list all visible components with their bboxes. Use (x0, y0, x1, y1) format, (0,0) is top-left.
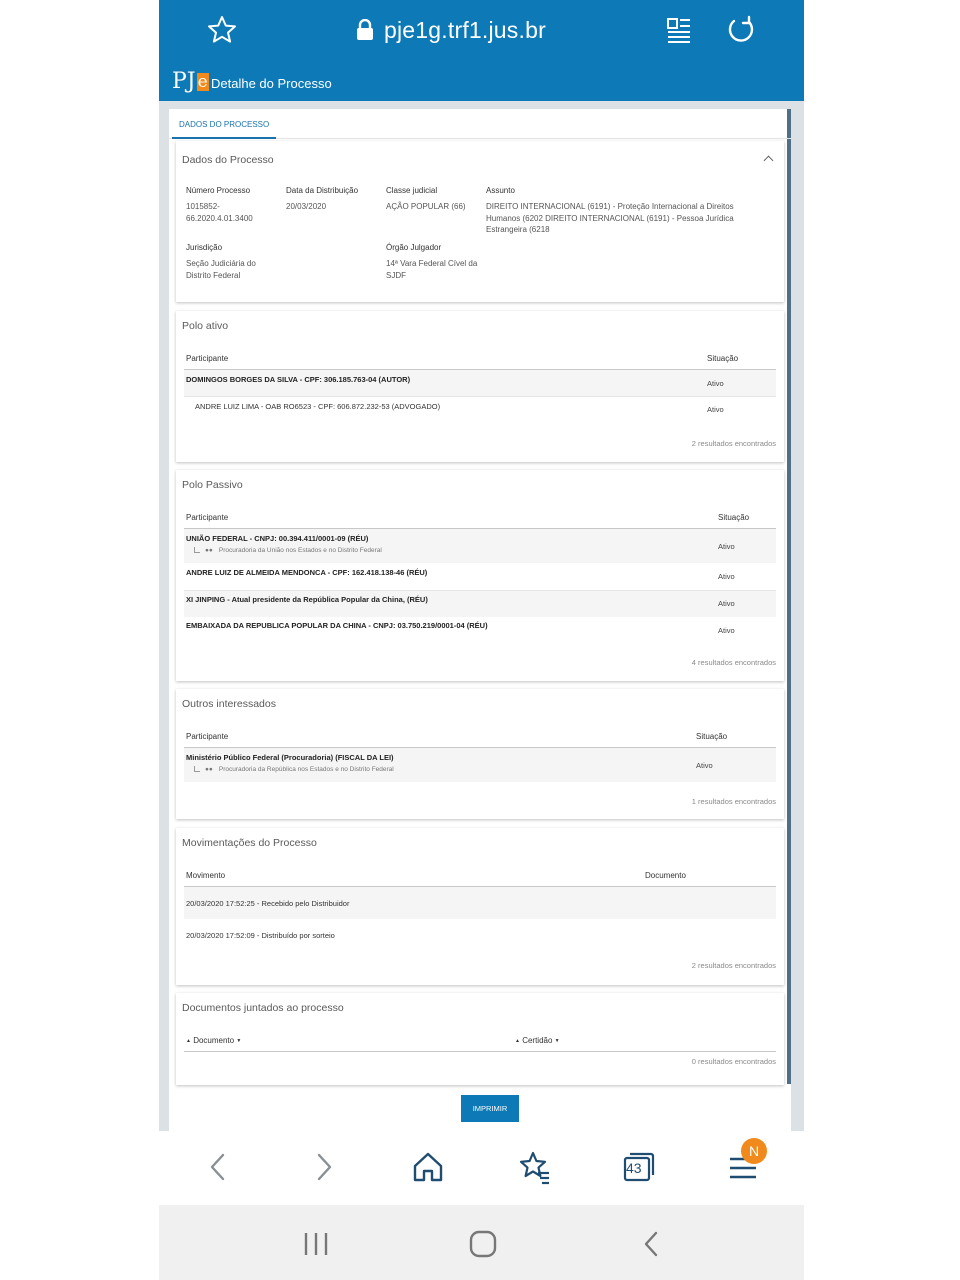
table-row[interactable] (184, 563, 776, 590)
back-icon[interactable] (201, 1149, 237, 1185)
sort-up-icon: ▲ (515, 1038, 520, 1044)
jurisdicao-label: Jurisdição (186, 243, 223, 252)
sub-entity (194, 766, 394, 773)
orgao-value: 14ª Vara Federal Cível da SJDF (386, 259, 478, 280)
polo-passivo-card (176, 470, 784, 681)
people-icon: ●● (205, 547, 213, 554)
col-situacao: Situação (707, 354, 739, 363)
movimento-cell: 20/03/2020 17:52:25 - Recebido pelo Distribuidor (186, 899, 350, 908)
polo-ativo-card (176, 311, 784, 462)
polo-passivo-table (184, 510, 776, 680)
documentos-card (176, 993, 784, 1085)
numero-value: 1015852-66.2020.4.01.3400 (186, 202, 253, 223)
participante-cell: ANDRE LUIZ LIMA - OAB RO6523 - CPF: 606.872.232-53 (ADVOGADO) (195, 402, 441, 411)
results-count: 1 resultados encontrados (691, 797, 776, 806)
tree-connector-icon (194, 766, 200, 772)
system-back-icon[interactable] (639, 1230, 663, 1258)
tab-panel (169, 109, 791, 1131)
situacao-cell: Ativo (707, 379, 724, 388)
sub-entity (194, 547, 382, 554)
situacao-cell: Ativo (718, 572, 735, 581)
movimentacoes-table (184, 868, 776, 983)
outros-interessados-card (176, 689, 784, 819)
table-row[interactable] (184, 887, 776, 919)
url-text: pje1g.trf1.jus.br (384, 16, 546, 43)
participante-cell: UNIÃO FEDERAL - CNPJ: 00.394.411/0001-09 (RÉU) (186, 534, 369, 543)
print-button[interactable]: IMPRIMIR (461, 1095, 519, 1122)
android-system-nav (159, 1205, 804, 1280)
scrollbar[interactable] (787, 109, 791, 1084)
browser-address-bar (159, 0, 804, 60)
results-count: 0 resultados encontrados (691, 1057, 776, 1066)
card-title: Outros interessados (182, 698, 276, 710)
tabs-count: 43 (626, 1160, 642, 1176)
sort-down-icon: ▼ (236, 1038, 242, 1044)
col-participante: Participante (186, 354, 229, 363)
numero-label: Número Processo (186, 186, 251, 195)
dados-processo-card (176, 141, 784, 302)
page-title: Detalhe do Processo (211, 76, 332, 91)
table-row[interactable] (184, 617, 776, 644)
header-divider (184, 1051, 776, 1052)
url-field[interactable] (356, 14, 546, 46)
card-title: Polo Passivo (182, 479, 243, 491)
table-row[interactable] (184, 397, 776, 423)
table-row[interactable] (184, 529, 776, 563)
movimento-cell: 20/03/2020 17:52:09 - Distribuído por sorteio (186, 931, 335, 940)
col-situacao: Situação (696, 732, 728, 741)
home-button-icon[interactable] (468, 1229, 498, 1259)
orgao-label: Órgão Julgador (386, 243, 442, 252)
col-situacao: Situação (718, 513, 750, 522)
card-title: Dados do Processo (182, 154, 274, 166)
col-movimento: Movimento (186, 871, 226, 880)
table-row[interactable] (184, 919, 776, 951)
movimentacoes-card (176, 828, 784, 985)
people-icon: ●● (205, 766, 213, 773)
situacao-cell: Ativo (718, 542, 735, 551)
pje-header (159, 60, 804, 101)
sort-down-icon: ▼ (554, 1038, 560, 1044)
bookmarks-icon[interactable] (516, 1149, 552, 1185)
participante-cell: EMBAIXADA DA REPUBLICA POPULAR DA CHINA - CNPJ: 03.750.219/0001-04 (RÉU) (186, 621, 488, 630)
reload-icon[interactable] (725, 14, 757, 46)
col-participante: Participante (186, 513, 229, 522)
phone-screen (159, 0, 804, 1280)
notification-badge: N (741, 1138, 767, 1164)
col-certidao-label: Certidão (522, 1036, 553, 1045)
polo-ativo-table (184, 351, 776, 461)
results-count: 2 resultados encontrados (691, 961, 776, 970)
card-title: Documentos juntados ao processo (182, 1002, 344, 1014)
table-row[interactable] (184, 370, 776, 396)
home-icon[interactable] (410, 1149, 446, 1185)
col-documento-label: Documento (193, 1036, 235, 1045)
results-count: 4 resultados encontrados (691, 658, 776, 667)
situacao-cell: Ativo (696, 761, 713, 770)
lock-icon (356, 19, 374, 41)
tab-dados-do-processo[interactable]: DADOS DO PROCESSO (172, 109, 276, 139)
tree-connector-icon (194, 547, 200, 553)
assunto-label: Assunto (486, 186, 515, 195)
table-row[interactable] (184, 748, 776, 782)
participante-cell: ANDRE LUIZ DE ALMEIDA MENDONCA - CPF: 162.418.138-46 (RÉU) (186, 568, 428, 577)
col-participante: Participante (186, 732, 229, 741)
forward-icon[interactable] (305, 1149, 341, 1185)
pje-logo[interactable] (172, 70, 209, 94)
documentos-table (184, 1033, 776, 1083)
sort-certidao-header[interactable] (515, 1036, 560, 1045)
assunto-value: DIREITO INTERNACIONAL (6191) - Proteção Internacional a Direitos Humanos (6202 DIREITO INTERNACIONAL (6191) - Pessoa Jurídica Estrangeira (6218 (486, 202, 734, 234)
chevron-up-icon[interactable] (764, 156, 774, 166)
data-value: 20/03/2020 (286, 202, 327, 211)
sort-up-icon: ▲ (186, 1038, 191, 1044)
logo-e-text: e (197, 72, 208, 92)
situacao-cell: Ativo (707, 405, 724, 414)
participante-cell: DOMINGOS BORGES DA SILVA - CPF: 306.185.763-04 (AUTOR) (186, 375, 411, 384)
content-area (159, 101, 804, 1131)
outros-table (184, 729, 776, 819)
recent-apps-icon[interactable] (301, 1231, 331, 1257)
browser-bottom-nav (159, 1131, 804, 1205)
sub-entity-label: Procuradoria da União nos Estados e no Distrito Federal (218, 547, 382, 554)
situacao-cell: Ativo (718, 626, 735, 635)
classe-value: AÇÃO POPULAR (66) (386, 202, 466, 211)
classe-label: Classe judicial (386, 186, 438, 195)
logo-pj-text: PJ (172, 69, 196, 94)
situacao-cell: Ativo (718, 599, 735, 608)
participante-cell: XI JINPING - Atual presidente da República Popular da China, (RÉU) (186, 595, 428, 604)
card-title: Movimentações do Processo (182, 837, 317, 849)
col-documento: Documento (645, 871, 686, 880)
reader-mode-icon[interactable] (663, 14, 695, 46)
jurisdicao-value: Seção Judiciária do Distrito Federal (186, 259, 256, 280)
sort-documento-header[interactable] (186, 1036, 241, 1045)
card-title: Polo ativo (182, 320, 229, 332)
table-row[interactable] (184, 591, 776, 617)
data-label: Data da Distribuição (286, 186, 359, 195)
star-outline-icon[interactable] (206, 14, 238, 46)
sub-entity-label: Procuradoria da República nos Estados e no Distrito Federal (218, 766, 394, 773)
tab-strip (169, 109, 791, 139)
participante-cell: Ministério Público Federal (Procuradoria) (FISCAL DA LEI) (186, 753, 394, 762)
results-count: 2 resultados encontrados (691, 439, 776, 448)
